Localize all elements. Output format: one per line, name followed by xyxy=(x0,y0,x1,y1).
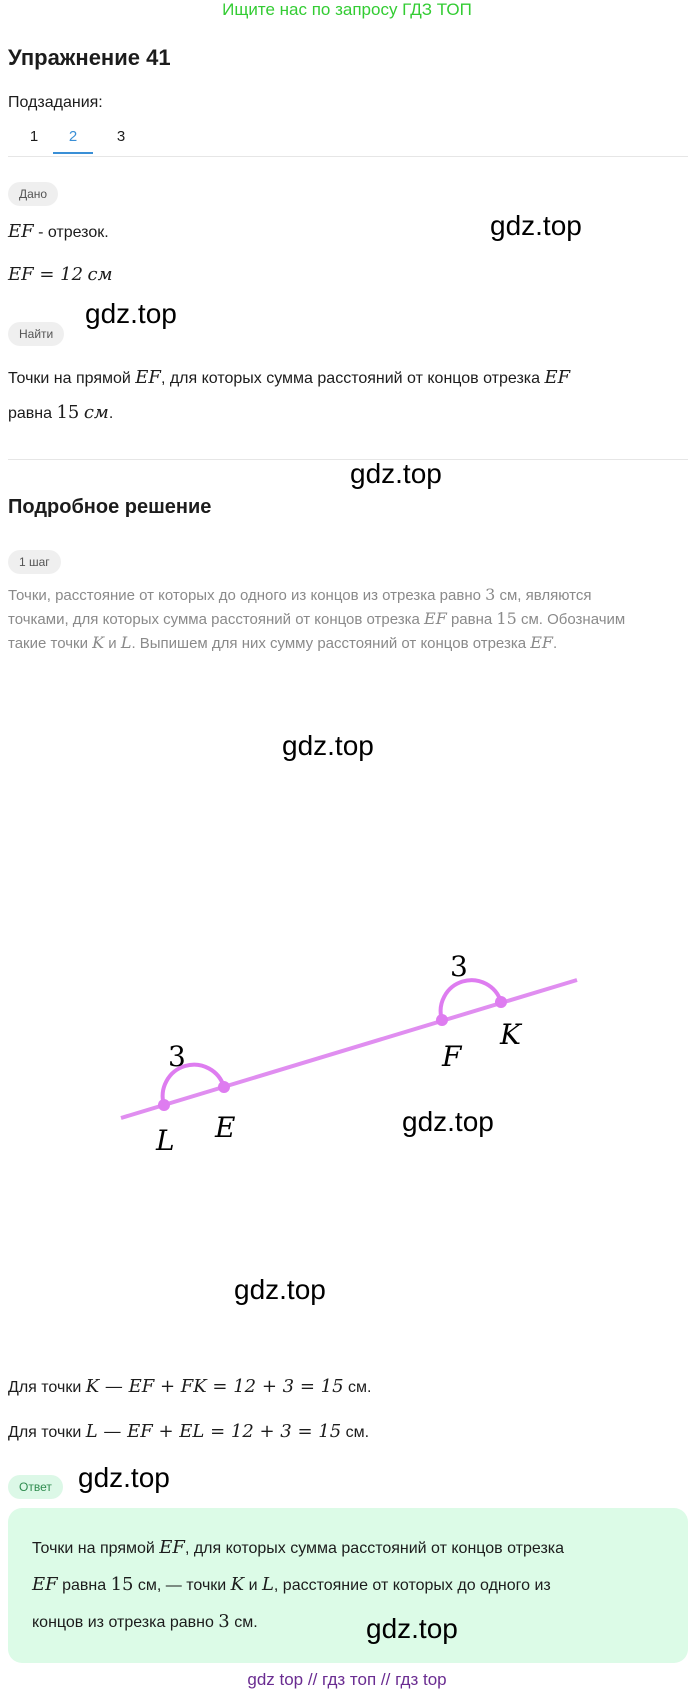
answer-a: Точки на прямой xyxy=(32,1540,160,1557)
formula-l xyxy=(8,1421,369,1442)
given-line-2 xyxy=(8,264,113,285)
find-part-3: равна xyxy=(8,405,57,422)
step-text-i: . xyxy=(553,635,558,652)
footer-links xyxy=(0,1670,694,1690)
step-math-3: L xyxy=(120,633,132,652)
find-part-1: Точки на прямой xyxy=(8,370,136,387)
label-l: L xyxy=(156,1124,175,1157)
subtask-tabs xyxy=(8,124,688,157)
answer-math-1: EF xyxy=(159,1537,185,1558)
watermark: gdz.top xyxy=(490,210,582,241)
given-unit: см xyxy=(87,264,113,285)
top-banner: Ищите нас по запросу ГДЗ ТОП xyxy=(222,0,472,19)
answer-g: концов из отрезка равно xyxy=(32,1614,219,1631)
solution-title: Подробное решение xyxy=(8,496,212,518)
footer-link-3[interactable]: гдз top xyxy=(395,1670,447,1689)
step-badge: 1 шаг xyxy=(8,550,61,574)
arc-left-label: 3 xyxy=(168,1040,186,1073)
answer-h: см. xyxy=(229,1614,258,1631)
footer-link-2[interactable]: гдз топ xyxy=(322,1670,377,1689)
step-text-c: точками, для которых сумма расстояний от концов отрезка xyxy=(8,611,425,628)
subtasks-label: Подзадания: xyxy=(8,94,103,111)
answer-text xyxy=(32,1530,672,1641)
tab-1[interactable]: 1 xyxy=(29,128,39,145)
footer-separator: // xyxy=(303,1670,323,1689)
formula-l-expr: L — EF + EL = 12 + 3 = 15 xyxy=(85,1421,342,1442)
find-part-2: , для которых сумма расстояний от концов отрезка xyxy=(160,370,545,387)
answer-d: см, — точки xyxy=(133,1577,231,1594)
formula-k xyxy=(8,1376,371,1397)
step-text xyxy=(8,583,688,655)
step-math-1: EF xyxy=(424,609,447,628)
given-equation: EF = 12 xyxy=(8,264,84,285)
point-l xyxy=(158,1099,170,1111)
footer-separator: // xyxy=(376,1670,396,1689)
footer-link-1[interactable]: gdz top xyxy=(247,1670,304,1689)
arc-right-label: 3 xyxy=(450,950,468,983)
tab-3[interactable]: 3 xyxy=(116,128,126,145)
answer-b: , для которых сумма расстояний от концов отрезка xyxy=(184,1540,565,1557)
given-badge: Дано xyxy=(8,182,58,206)
watermark: gdz.top xyxy=(350,458,442,489)
formula-l-prefix: Для точки xyxy=(8,1424,86,1441)
find-math-2: EF xyxy=(544,367,571,388)
answer-math-4: L xyxy=(261,1574,274,1595)
answer-num-1: 15 xyxy=(110,1574,134,1595)
label-k: K xyxy=(500,1018,521,1051)
answer-math-3: K xyxy=(230,1574,245,1595)
answer-num-2: 3 xyxy=(218,1611,230,1632)
formula-k-prefix: Для точки xyxy=(8,1379,86,1396)
step-math-2: K xyxy=(92,633,105,652)
watermark: gdz.top xyxy=(402,1106,494,1137)
point-k xyxy=(495,996,507,1008)
given-math-ef: EF xyxy=(8,221,34,242)
watermark: gdz.top xyxy=(78,1462,170,1493)
step-num-1: 3 xyxy=(485,585,496,604)
watermark: gdz.top xyxy=(282,730,374,761)
watermark: gdz.top xyxy=(366,1613,458,1644)
find-end: . xyxy=(108,405,114,422)
find-math-1: EF xyxy=(135,367,161,388)
answer-e: и xyxy=(244,1577,262,1594)
step-text-h: . Выпишем для них сумму расстояний от концов отрезка xyxy=(131,635,531,652)
step-text-f: такие точки xyxy=(8,635,93,652)
given-text-1: - отрезок. xyxy=(33,224,109,241)
segment-figure xyxy=(0,920,694,1180)
tab-2[interactable]: 2 xyxy=(53,128,93,154)
point-f xyxy=(436,1014,448,1026)
step-num-2: 15 xyxy=(496,609,517,628)
step-text-a: Точки, расстояние от которых до одного из концов из отрезка равно xyxy=(8,587,486,604)
answer-math-2: EF xyxy=(32,1574,58,1595)
find-unit: см xyxy=(83,402,109,423)
answer-c: равна xyxy=(57,1577,111,1594)
formula-l-suffix: см. xyxy=(341,1424,370,1441)
answer-badge: Ответ xyxy=(8,1475,63,1499)
step-math-4: EF xyxy=(530,633,554,652)
page-title: Упражнение 41 xyxy=(8,45,171,70)
divider xyxy=(8,459,688,460)
step-text-d: равна xyxy=(446,611,497,628)
step-text-b: см, являются xyxy=(495,587,592,604)
formula-k-suffix: см. xyxy=(343,1379,372,1396)
find-num: 15 xyxy=(56,402,80,423)
point-e xyxy=(218,1081,230,1093)
label-f: F xyxy=(442,1040,462,1073)
step-text-e: см. Обозначим xyxy=(516,611,626,628)
given-line-1 xyxy=(8,221,109,242)
watermark: gdz.top xyxy=(85,298,177,329)
answer-f: , расстояние от которых до одного из xyxy=(273,1577,551,1594)
find-text xyxy=(8,361,688,431)
step-text-g: и xyxy=(104,635,121,652)
formula-k-expr: K — EF + FK = 12 + 3 = 15 xyxy=(85,1376,344,1397)
find-badge: Найти xyxy=(8,322,64,346)
watermark: gdz.top xyxy=(234,1274,326,1305)
label-e: E xyxy=(215,1111,236,1144)
